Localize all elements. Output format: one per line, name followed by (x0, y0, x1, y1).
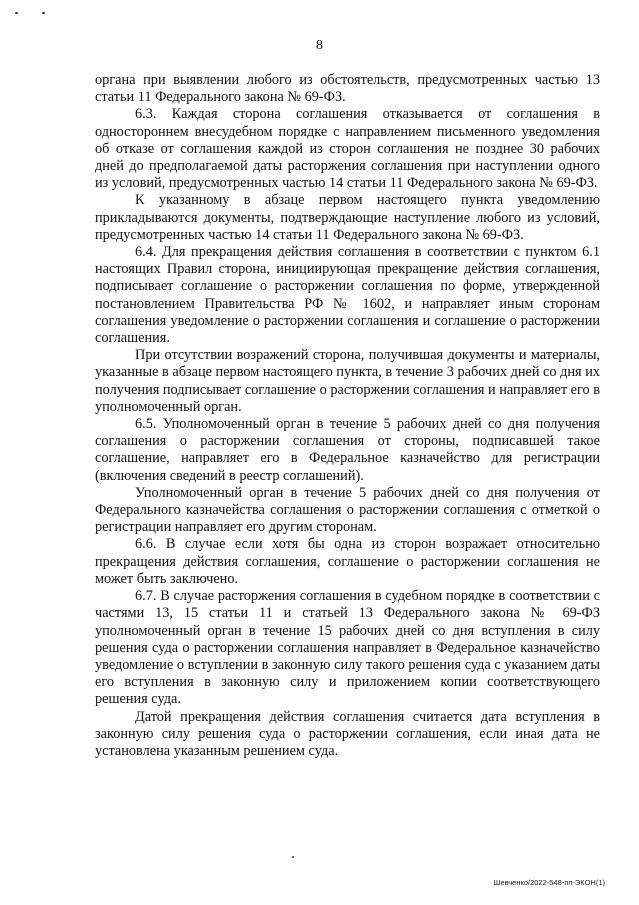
scan-speck (292, 856, 294, 858)
paragraph-continuation: органа при выявлении любого из обстоятельств, предусмотренных частью 13 статьи 11 Федерального закона № 69-ФЗ. (95, 72, 600, 106)
paragraph-6-3-attachment: К указанному в абзаце первом настоящего пункта уведомлению прикладываются документы, подтверждающие наступление любого из условий, предусмотренных частью 14 статьи 11 Федерального закона № 69-ФЗ. (95, 192, 600, 243)
paragraph-6-7: 6.7. В случае расторжения соглашения в судебном порядке в соответствии с частями 13, 15 статьи 11 и статьей 13 Федерального закона № 69-ФЗ уполномоченный орган в течение 15 рабочих дней со дня вступления в силу решения суда о расторжении соглашения направляет в Федеральное казначейство уведомление о вступлении в законную силу такого решения суда с указанием даты его вступления в законную силу и приложением копии соответствующего решения суда. (95, 588, 600, 708)
page-number: 8 (316, 38, 323, 53)
paragraph-6-5-registration: Уполномоченный орган в течение 5 рабочих дней со дня получения от Федерального казначейства соглашения о расторжении соглашения с отметкой о регистрации направляет его другим сторонам. (95, 484, 600, 536)
paragraph-6-4: 6.4. Для прекращения действия соглашения в соответствии с пунктом 6.1 настоящих Правил сторона, инициирующая прекращение действия соглашения, подписывает соглашение о расторжении соглашения по форме, утвержденной постановлением Правительства РФ № 1602, и направляет иным сторонам соглашения уведомление о расторжении соглашения и соглашение о расторжении соглашения. (95, 244, 600, 347)
scan-speck (15, 12, 18, 14)
paragraph-6-3: 6.3. Каждая сторона соглашения отказывается от соглашения в одностороннем внесудебном порядке с направлением письменного уведомления об отказе от соглашения каждой из сторон соглашения не позднее 30 рабочих дней до предполагаемой даты расторжения соглашения при наступлении одного из условий, предусмотренных частью 14 статьи 11 Федерального закона № 69-ФЗ. (95, 106, 600, 192)
document-body (95, 72, 600, 760)
scan-speck (42, 12, 45, 14)
document-footer-code: Шевченко/2022-548-пп-ЭКОН(1) (493, 878, 605, 887)
paragraph-6-7-termination-date: Датой прекращения действия соглашения считается дата вступления в законную силу решения суда о расторжении соглашения, если иная дата не установлена указанным решением суда. (95, 708, 600, 759)
paragraph-6-4-no-objection: При отсутствии возражений сторона, получившая документы и материалы, указанные в абзаце первом настоящего пункта, в течение 3 рабочих дней со дня их получения подписывает соглашение о расторжении соглашения и направляет его в уполномоченный орган. (95, 347, 601, 415)
paragraph-6-5: 6.5. Уполномоченный орган в течение 5 рабочих дней со дня получения соглашения о расторжении соглашения от стороны, подписавшей такое соглашение, направляет его в Федеральное казначейство для регистрации (включения сведений в реестр соглашений). (95, 416, 600, 484)
paragraph-6-6: 6.6. В случае если хотя бы одна из сторон возражает относительно прекращения действия соглашения, соглашение о расторжении соглашения не может быть заключено. (95, 536, 600, 587)
